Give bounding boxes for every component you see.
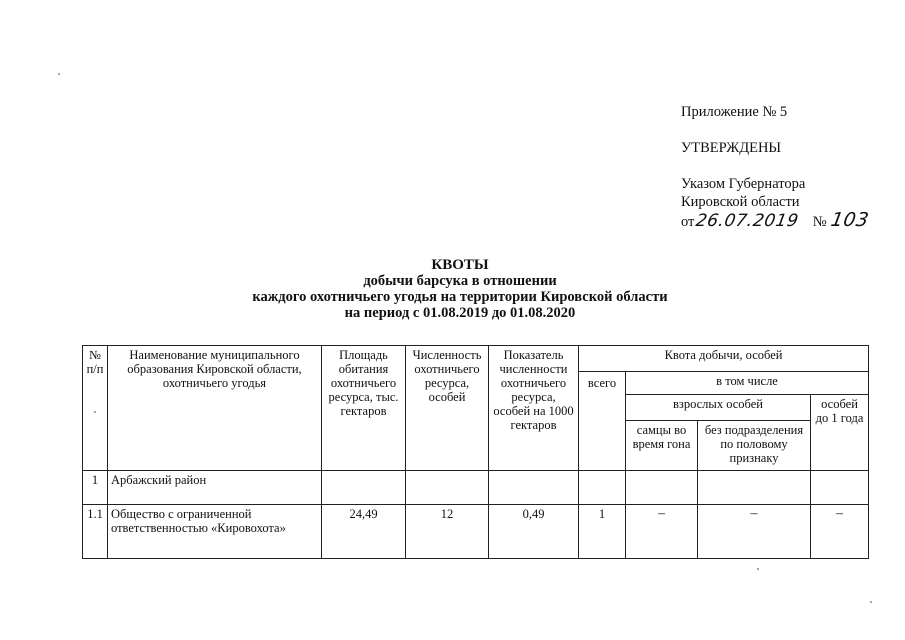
header-quota: Квота добычи, особей: [579, 346, 869, 372]
cell-no-gender: –: [698, 505, 811, 559]
number-label: №: [812, 214, 827, 230]
title-line-1: добычи барсука в отношении: [363, 273, 557, 289]
cell-density: 0,49: [489, 505, 579, 559]
header-name: Наименование муниципального образования Кировской области, охотничьего угодья: [108, 346, 322, 471]
cell-no-gender: [698, 471, 811, 505]
cell-population: [406, 471, 489, 505]
cell-area: 24,49: [322, 505, 406, 559]
header-young: особей до 1 года: [811, 395, 869, 471]
header-including: в том числе: [626, 372, 869, 395]
cell-young: –: [811, 505, 869, 559]
cell-total: [579, 471, 626, 505]
cell-num: 1: [83, 471, 108, 505]
decree-line-2: Кировской области: [681, 194, 800, 210]
scan-speck: [757, 568, 759, 570]
table-row: [83, 471, 869, 505]
header-no-gender: без подразделения по половому признаку: [698, 421, 811, 471]
cell-young: [811, 471, 869, 505]
cell-population: 12: [406, 505, 489, 559]
cell-males: –: [626, 505, 698, 559]
handwritten-number: 103: [828, 209, 871, 231]
handwritten-date: 26.07.2019: [694, 211, 801, 231]
cell-males: [626, 471, 698, 505]
scan-speck: [58, 73, 60, 75]
header-males: самцы во время гона: [626, 421, 698, 471]
table-row: [83, 505, 869, 559]
header-area: Площадь обитания охотничьего ресурса, тыс. гектаров: [322, 346, 406, 471]
scan-speck: [870, 601, 872, 603]
header-row-1: [83, 346, 869, 372]
appendix-label: Приложение № 5: [681, 104, 788, 120]
cell-name: Арбажский район: [108, 471, 322, 505]
cell-name: Общество с ограниченной ответственностью «Кировохота»: [108, 505, 322, 559]
header-population: Численность охотничьего ресурса, особей: [406, 346, 489, 471]
cell-num: 1.1: [83, 505, 108, 559]
date-prefix: от: [681, 214, 695, 230]
approved-label: УТВЕРЖДЕНЫ: [681, 140, 782, 156]
cell-total: 1: [579, 505, 626, 559]
header-total: всего: [579, 372, 626, 471]
cell-density: [489, 471, 579, 505]
approval-block: [681, 103, 871, 231]
header-num: № п/п: [83, 346, 108, 471]
header-adults: взрослых особей: [626, 395, 811, 421]
title-main: КВОТЫ: [431, 257, 489, 273]
scan-speck: [94, 411, 96, 413]
title-line-3: на период с 01.08.2019 до 01.08.2020: [344, 305, 576, 321]
decree-date-line: [681, 209, 871, 231]
document-title: [180, 257, 740, 321]
header-density: Показатель численности охотничьего ресурса, особей на 1000 гектаров: [489, 346, 579, 471]
quota-table: [82, 345, 869, 559]
title-line-2: каждого охотничьего угодья на территории Кировской области: [252, 289, 668, 305]
cell-area: [322, 471, 406, 505]
decree-line-1: Указом Губернатора: [681, 176, 806, 192]
